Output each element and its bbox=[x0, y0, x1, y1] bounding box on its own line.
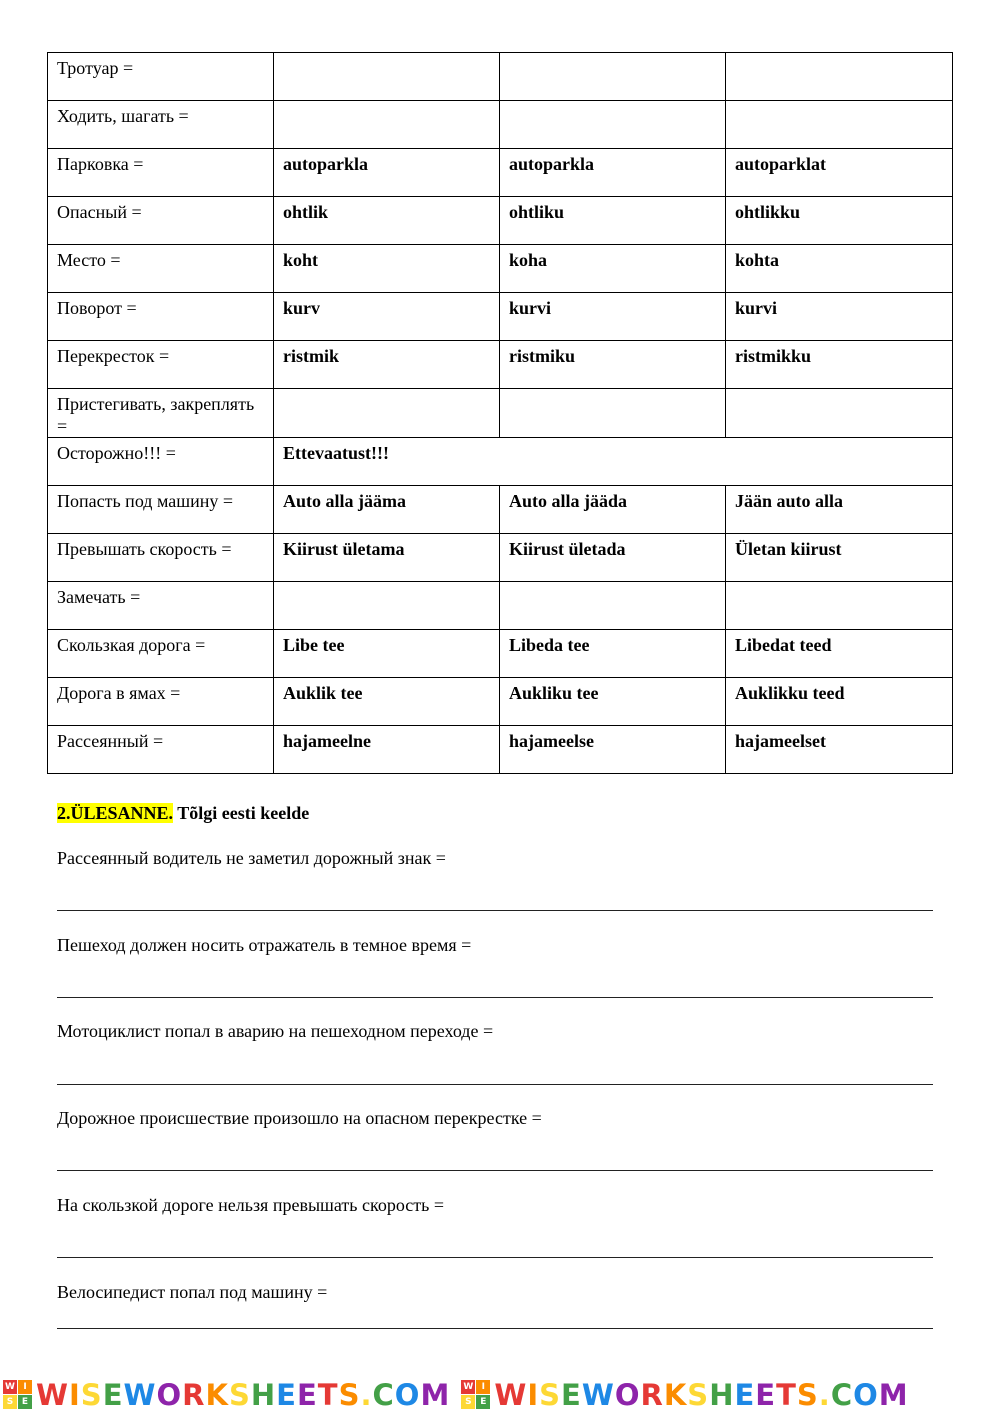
vocab-empty-cell[interactable] bbox=[726, 53, 953, 101]
vocab-estonian-form: autoparkla bbox=[500, 149, 726, 197]
vocab-estonian-form: ohtliku bbox=[500, 197, 726, 245]
brand-watermark-1 bbox=[0, 1378, 450, 1412]
vocab-estonian-form: ohtlikku bbox=[726, 197, 953, 245]
task-instruction: Tõlgi eesti keelde bbox=[177, 803, 310, 823]
vocab-empty-cell[interactable] bbox=[274, 582, 500, 630]
vocab-estonian-form: Ületan kiirust bbox=[726, 534, 953, 582]
wise-logo-icon bbox=[3, 1380, 32, 1409]
vocab-estonian-form: hajameelset bbox=[726, 726, 953, 774]
vocabulary-table-body bbox=[48, 53, 953, 774]
vocab-empty-cell[interactable] bbox=[500, 389, 726, 438]
answer-line-5[interactable] bbox=[57, 1257, 933, 1258]
vocab-estonian-form: ristmiku bbox=[500, 341, 726, 389]
logo-letter: I bbox=[476, 1380, 490, 1394]
vocab-empty-cell[interactable] bbox=[726, 389, 953, 438]
vocab-row bbox=[48, 389, 953, 438]
vocab-row bbox=[48, 149, 953, 197]
vocab-russian-word: Скользкая дорога = bbox=[48, 630, 274, 678]
vocab-row bbox=[48, 101, 953, 149]
vocab-estonian-form: Kiirust ületama bbox=[274, 534, 500, 582]
vocab-russian-word: Перекресток = bbox=[48, 341, 274, 389]
footer-watermark bbox=[0, 1376, 1000, 1413]
answer-line-2[interactable] bbox=[57, 997, 933, 998]
brand-text: WISEWORKSHEETS.COM bbox=[494, 1377, 909, 1412]
vocab-estonian-form: Aukliku tee bbox=[500, 678, 726, 726]
vocab-estonian-form: autoparkla bbox=[274, 149, 500, 197]
vocab-estonian-form: Libedat teed bbox=[726, 630, 953, 678]
vocab-row bbox=[48, 486, 953, 534]
vocab-estonian-merged: Ettevaatust!!! bbox=[274, 438, 953, 486]
brand-text: WISEWORKSHEETS.COM bbox=[36, 1377, 451, 1412]
vocab-russian-word: Попасть под машину = bbox=[48, 486, 274, 534]
vocab-russian-word: Опасный = bbox=[48, 197, 274, 245]
sentence-5: На скользкой дороге нельзя превышать скорость = bbox=[57, 1195, 444, 1215]
vocab-russian-word: Ходить, шагать = bbox=[48, 101, 274, 149]
sentence-1: Рассеянный водитель не заметил дорожный знак = bbox=[57, 848, 446, 868]
task-heading bbox=[57, 803, 309, 824]
vocab-empty-cell[interactable] bbox=[726, 101, 953, 149]
vocab-estonian-form: Auto alla jääma bbox=[274, 486, 500, 534]
vocab-estonian-form: Jään auto alla bbox=[726, 486, 953, 534]
vocab-row bbox=[48, 293, 953, 341]
answer-line-1[interactable] bbox=[57, 910, 933, 911]
vocab-estonian-form: ohtlik bbox=[274, 197, 500, 245]
vocab-estonian-form: koht bbox=[274, 245, 500, 293]
vocab-estonian-form: autoparklat bbox=[726, 149, 953, 197]
sentence-4: Дорожное происшествие произошло на опасном перекрестке = bbox=[57, 1108, 542, 1128]
vocab-russian-word: Рассеянный = bbox=[48, 726, 274, 774]
vocab-empty-cell[interactable] bbox=[274, 389, 500, 438]
vocab-row bbox=[48, 438, 953, 486]
wise-logo-icon bbox=[461, 1380, 490, 1409]
vocab-russian-word: Парковка = bbox=[48, 149, 274, 197]
vocab-empty-cell[interactable] bbox=[726, 582, 953, 630]
vocab-row bbox=[48, 678, 953, 726]
vocab-empty-cell[interactable] bbox=[274, 53, 500, 101]
vocab-estonian-form: ristmik bbox=[274, 341, 500, 389]
vocab-russian-word: Осторожно!!! = bbox=[48, 438, 274, 486]
vocab-estonian-form: kurvi bbox=[500, 293, 726, 341]
vocab-russian-word: Замечать = bbox=[48, 582, 274, 630]
vocab-empty-cell[interactable] bbox=[274, 101, 500, 149]
vocab-russian-word: Дорога в ямах = bbox=[48, 678, 274, 726]
vocab-empty-cell[interactable] bbox=[500, 101, 726, 149]
vocab-estonian-form: kohta bbox=[726, 245, 953, 293]
vocab-russian-word: Пристегивать, закреплять = bbox=[48, 389, 274, 438]
vocab-russian-word: Тротуар = bbox=[48, 53, 274, 101]
vocab-row bbox=[48, 726, 953, 774]
logo-letter: S bbox=[3, 1395, 17, 1409]
vocab-estonian-form: kurvi bbox=[726, 293, 953, 341]
logo-letter: E bbox=[476, 1395, 490, 1409]
answer-line-3[interactable] bbox=[57, 1084, 933, 1085]
sentence-3: Мотоциклист попал в аварию на пешеходном переходе = bbox=[57, 1021, 494, 1041]
vocab-row bbox=[48, 53, 953, 101]
vocab-estonian-form: Auto alla jääda bbox=[500, 486, 726, 534]
vocab-estonian-form: hajameelse bbox=[500, 726, 726, 774]
vocab-estonian-form: Libeda tee bbox=[500, 630, 726, 678]
vocab-estonian-form: ristmikku bbox=[726, 341, 953, 389]
vocab-estonian-form: Kiirust ületada bbox=[500, 534, 726, 582]
vocab-russian-word: Поворот = bbox=[48, 293, 274, 341]
logo-letter: I bbox=[18, 1380, 32, 1394]
task-number-label: 2.ÜLESANNE. bbox=[57, 803, 174, 823]
vocab-row bbox=[48, 197, 953, 245]
vocab-row bbox=[48, 582, 953, 630]
logo-letter: S bbox=[461, 1395, 475, 1409]
sentence-2: Пешеход должен носить отражатель в темное время = bbox=[57, 935, 472, 955]
vocab-row bbox=[48, 630, 953, 678]
vocab-estonian-form: kurv bbox=[274, 293, 500, 341]
vocabulary-table bbox=[47, 52, 953, 774]
vocab-row bbox=[48, 341, 953, 389]
brand-watermark-2 bbox=[458, 1378, 908, 1412]
vocab-russian-word: Превышать скорость = bbox=[48, 534, 274, 582]
answer-line-4[interactable] bbox=[57, 1170, 933, 1171]
vocab-estonian-form: Libe tee bbox=[274, 630, 500, 678]
logo-letter: W bbox=[3, 1380, 17, 1394]
vocab-empty-cell[interactable] bbox=[500, 53, 726, 101]
sentence-6: Велосипедист попал под машину = bbox=[57, 1282, 328, 1302]
vocab-russian-word: Место = bbox=[48, 245, 274, 293]
vocab-row bbox=[48, 534, 953, 582]
logo-letter: E bbox=[18, 1395, 32, 1409]
vocab-estonian-form: Auklik tee bbox=[274, 678, 500, 726]
vocab-estonian-form: hajameelne bbox=[274, 726, 500, 774]
answer-line-6[interactable] bbox=[57, 1328, 933, 1329]
vocab-row bbox=[48, 245, 953, 293]
logo-letter: W bbox=[461, 1380, 475, 1394]
vocab-estonian-form: koha bbox=[500, 245, 726, 293]
vocab-empty-cell[interactable] bbox=[500, 582, 726, 630]
vocab-estonian-form: Auklikku teed bbox=[726, 678, 953, 726]
